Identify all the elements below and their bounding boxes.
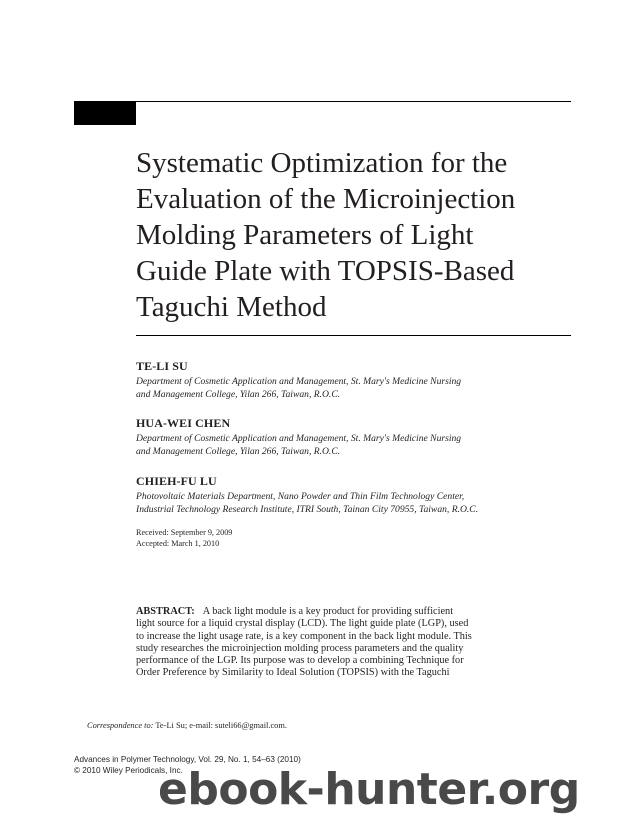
title-line: Systematic Optimization for the [136, 147, 508, 179]
author-name: HUA-WEI CHEN [136, 416, 231, 430]
abstract-line: Order Preference by Similarity to Ideal Solution (TOPSIS) with the Taguchi [136, 667, 450, 679]
article-title [136, 145, 576, 325]
author-affiliation [136, 491, 478, 516]
affiliation-line: Department of Cosmetic Application and Management, St. Mary's Medicine Nursing [136, 433, 462, 444]
correspondence-label: Correspondence to: [87, 721, 154, 730]
abstract-label: ABSTRACT: [136, 606, 195, 617]
received-date: Received: September 9, 2009 [136, 528, 233, 537]
author-name: CHIEH-FU LU [136, 474, 217, 488]
title-line: Evaluation of the Microinjection [136, 183, 516, 215]
author-name: TE-LI SU [136, 359, 188, 373]
abstract-line: performance of the LGP. Its purpose was to develop a combining Technique for [136, 655, 464, 667]
affiliation-line: Department of Cosmetic Application and Management, St. Mary's Medicine Nursing [136, 376, 462, 387]
affiliation-line: Photovoltaic Materials Department, Nano Powder and Thin Film Technology Center, [136, 491, 465, 502]
title-rule [136, 335, 571, 336]
journal-copyright: © 2010 Wiley Periodicals, Inc. [74, 765, 183, 775]
header-rule [74, 101, 571, 102]
abstract [136, 606, 576, 680]
header-black-block [74, 101, 136, 125]
watermark-logo: ebook-hunter.org [158, 764, 580, 815]
title-line: Molding Parameters of Light [136, 219, 474, 251]
affiliation-line: Industrial Technology Research Institute, ITRI South, Tainan City 70955, Taiwan, R.O.C. [136, 503, 479, 515]
abstract-line: A back light module is a key product for providing sufficient [202, 606, 454, 617]
accepted-date: Accepted: March 1, 2010 [136, 538, 220, 548]
correspondence-text: Te-Li Su; e-mail: suteli66@gmail.com. [155, 721, 287, 730]
correspondence-note [87, 721, 287, 730]
article-dates [136, 528, 232, 549]
title-line: Guide Plate with TOPSIS-Based [136, 255, 515, 287]
affiliation-line: and Management College, Yilan 266, Taiwan, R.O.C. [136, 445, 341, 457]
author-affiliation [136, 433, 461, 458]
abstract-line: to increase the light usage rate, is a key component in the back light module. This [136, 630, 472, 642]
title-line: Taguchi Method [136, 291, 327, 323]
affiliation-line: and Management College, Yilan 266, Taiwan, R.O.C. [136, 388, 341, 400]
author-affiliation [136, 376, 461, 401]
abstract-line: light source for a liquid crystal display (LCD). The light guide plate (LGP), used [136, 618, 469, 630]
abstract-line: study researches the microinjection molding process parameters and the quality [136, 642, 464, 654]
journal-citation: Advances in Polymer Technology, Vol. 29, No. 1, 54–63 (2010) [74, 755, 301, 764]
